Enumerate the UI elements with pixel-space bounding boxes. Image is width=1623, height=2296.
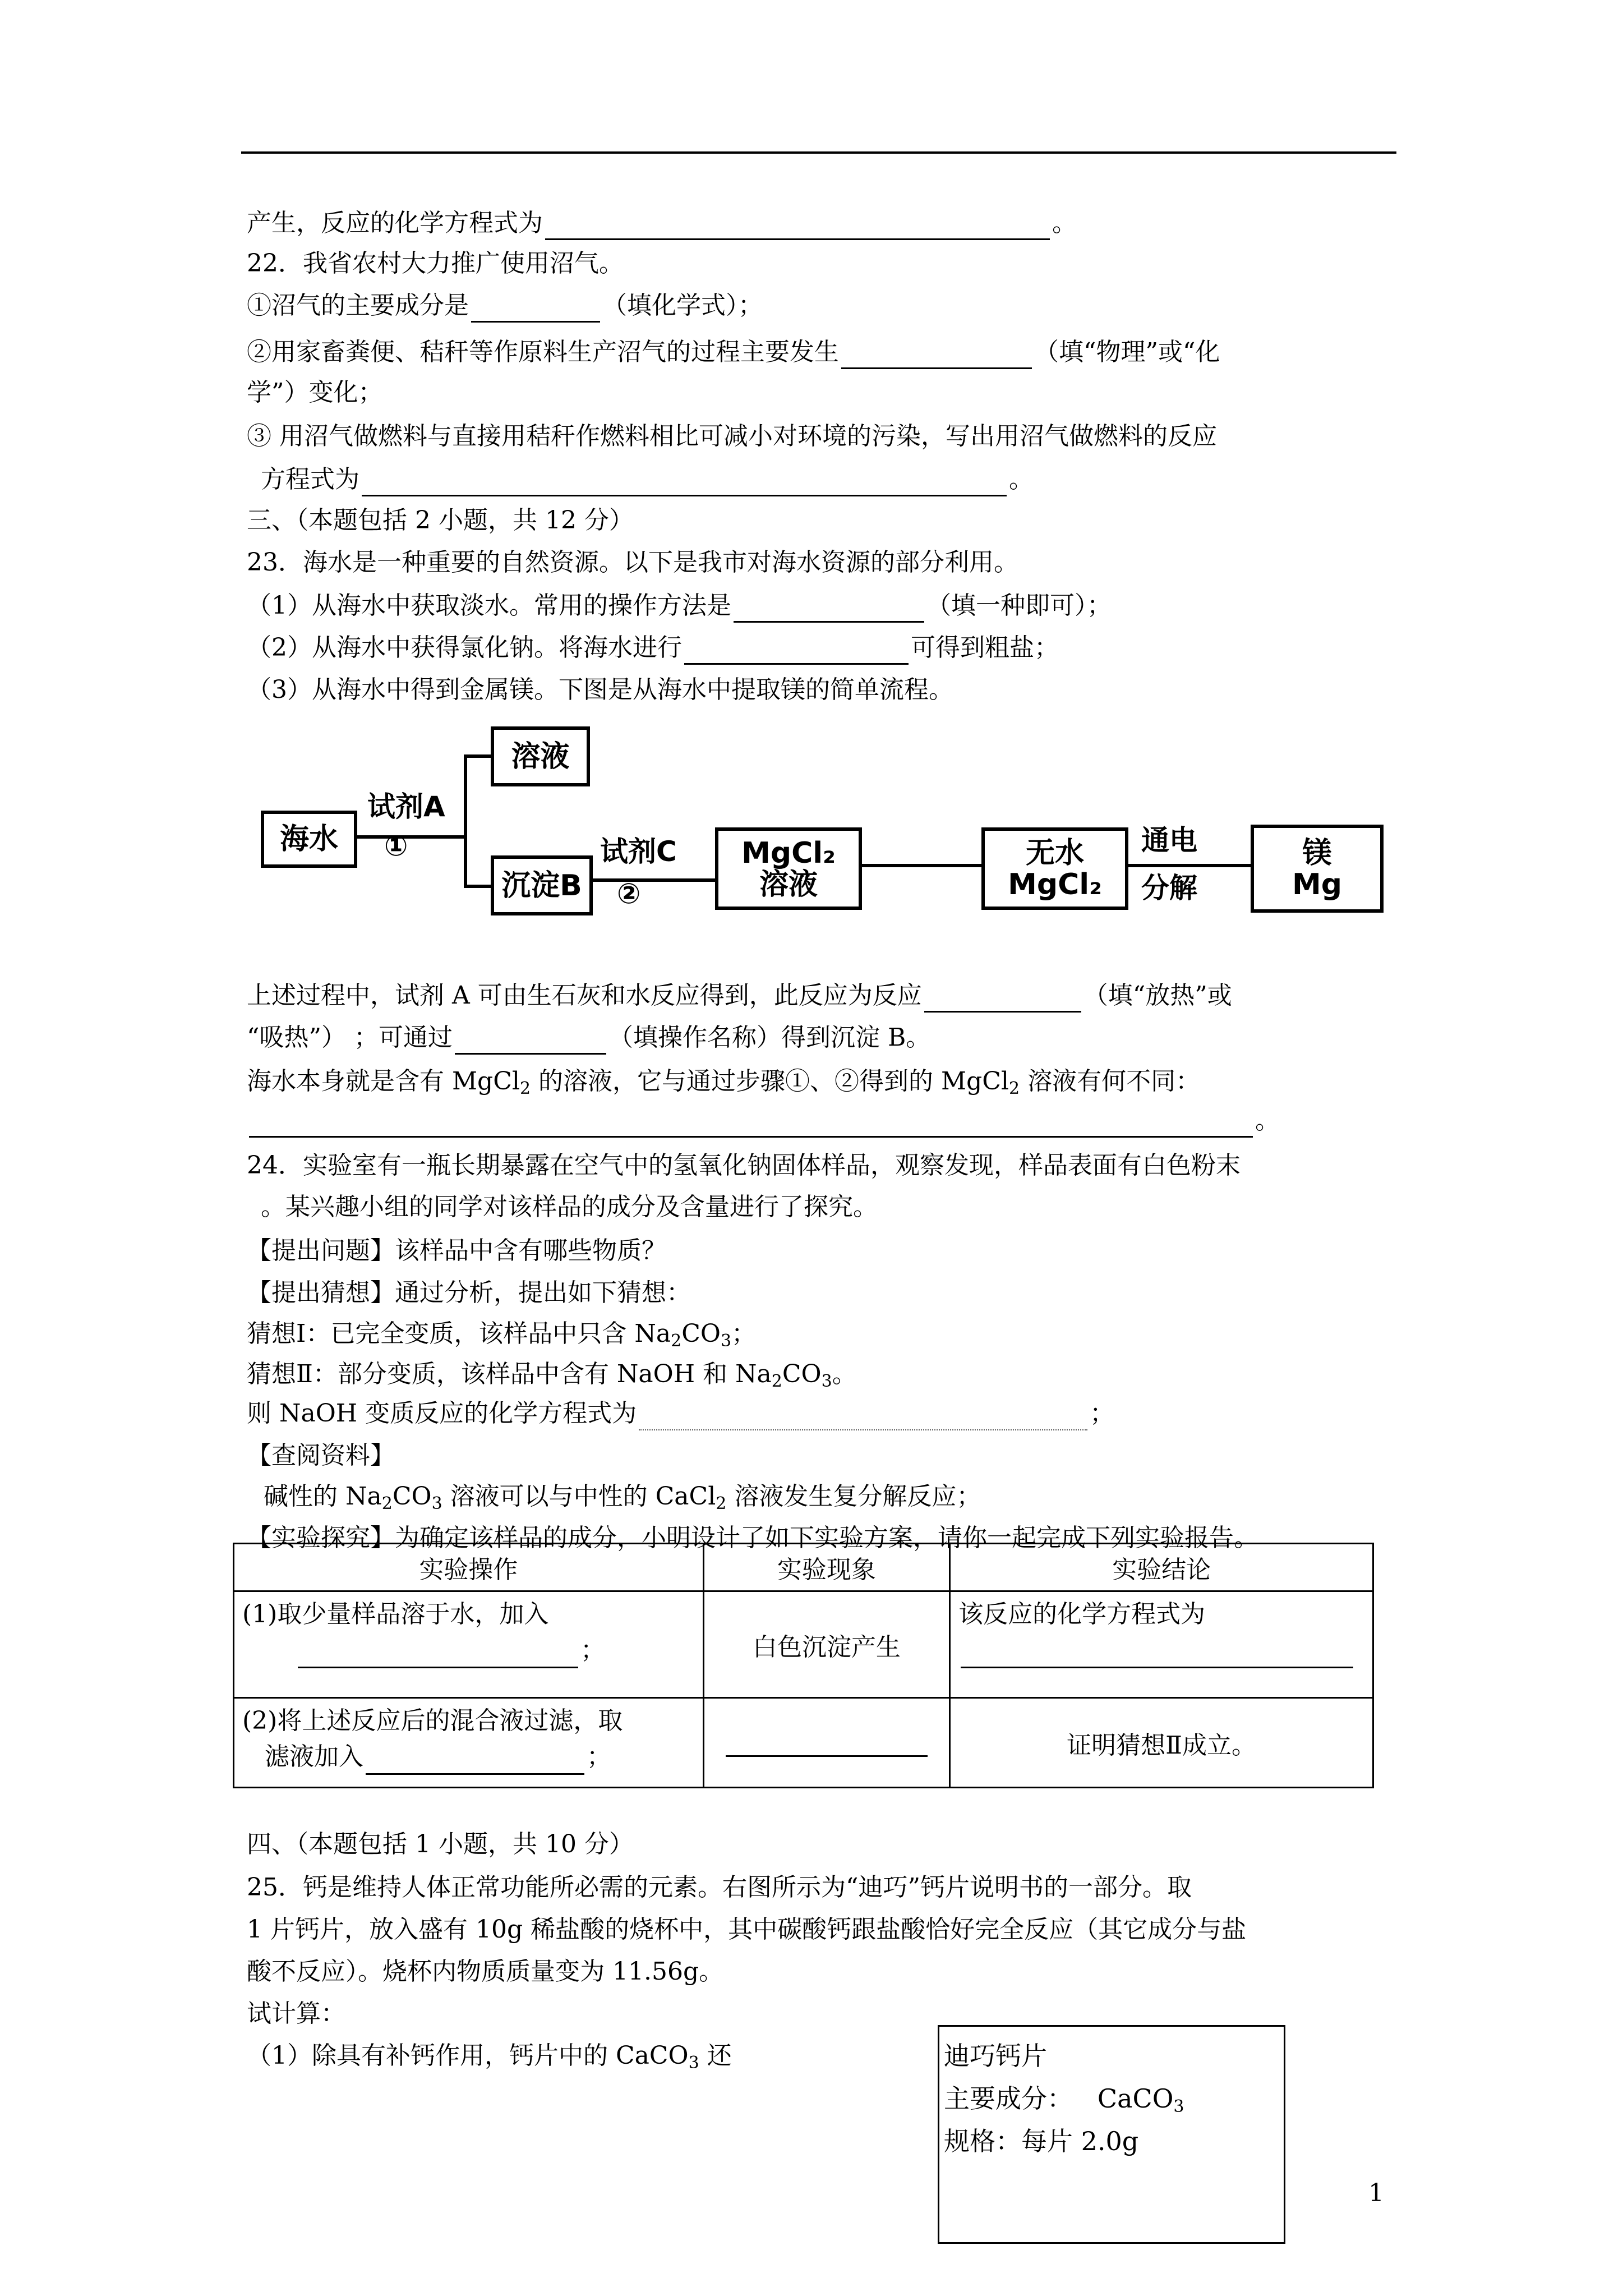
label-step-2: ② xyxy=(617,877,641,910)
answer-blank[interactable] xyxy=(249,1111,1253,1138)
section-3-heading: 三、（本题包括 2 小题，共 12 分） xyxy=(247,506,634,535)
label-reagent-a: 试剂A xyxy=(367,790,445,823)
q25-line-3: 酸不反应）。烧杯内物质质量变为 11.56g。 xyxy=(247,1957,724,1986)
q24-reference-1: 碱性的 $Na_2CO_3$ 溶液可以与中性的 CaCl$_2$ 溶液发生复分解反应； xyxy=(264,1482,981,1513)
answer-blank[interactable] xyxy=(366,1749,584,1775)
header-conclusion: 实验结论 xyxy=(950,1544,1373,1591)
label-electrolysis: 通电 xyxy=(1141,824,1197,857)
q22-2 xyxy=(247,335,1220,369)
text: （填“物理”或“化 xyxy=(1034,338,1220,366)
connector xyxy=(464,754,467,886)
connector xyxy=(589,878,716,882)
text: ②用家畜粪便、秸秆等作原料生产沼气的过程主要发生 xyxy=(247,338,839,366)
text: 产生，反应的化学方程式为 xyxy=(247,209,543,237)
label-name: 迪巧钙片 xyxy=(944,2041,1047,2071)
section-4-heading: 四、（本题包括 1 小题，共 10 分） xyxy=(247,1830,634,1858)
answer-blank[interactable] xyxy=(545,214,1050,240)
q24-title: 24．实验室有一瓶长期暴露在空气中的氢氧化钠固体样品，观察发现，样品表面有白色粉末 xyxy=(247,1151,1241,1180)
label-ingredient: 主要成分： CaCO$_3$ xyxy=(944,2083,1184,2116)
q22-2b: 学”）变化； xyxy=(247,378,383,407)
header-operation: 实验操作 xyxy=(234,1544,704,1591)
q24-equation xyxy=(247,1397,1114,1430)
box-anhydrous-mgcl2: 无水 MgCl₂ xyxy=(981,827,1128,910)
text: （填一种即可）； xyxy=(926,591,1112,620)
q23-after-3 xyxy=(247,1065,1200,1098)
cell-operation: (1)取少量样品溶于水，加入 ； xyxy=(234,1591,704,1698)
answer-blank[interactable] xyxy=(961,1642,1353,1668)
label-step-1: ① xyxy=(384,830,408,862)
answer-blank[interactable] xyxy=(362,470,1007,496)
table-row xyxy=(234,1698,1373,1788)
q23-3: （3）从海水中得到金属镁。下图是从海水中提取镁的简单流程。 xyxy=(247,675,953,704)
text: （填操作名称）得到沉淀 B。 xyxy=(608,1023,931,1052)
q23-2 xyxy=(247,631,1059,665)
answer-blank[interactable] xyxy=(298,1642,578,1668)
subscript: 2 xyxy=(519,1079,531,1098)
q25-line-2: 1 片钙片，放入盛有 10g 稀盐酸的烧杯中，其中碳酸钙跟盐酸恰好完全反应（其它成分与盐 xyxy=(247,1915,1247,1944)
text: (1)取少量样品溶于水，加入 xyxy=(242,1600,549,1628)
q22-title: 22．我省农村大力推广使用沼气。 xyxy=(247,249,624,278)
answer-blank[interactable] xyxy=(726,1731,928,1757)
connector xyxy=(1125,864,1251,867)
text: ①沼气的主要成分是 xyxy=(247,291,469,320)
connector xyxy=(859,864,982,867)
text: 。 xyxy=(1255,1106,1280,1135)
q24-hypothesis: 【提出猜想】通过分析，提出如下猜想： xyxy=(247,1278,691,1307)
box-magnesium: 镁 Mg xyxy=(1251,825,1384,913)
cell-phenomenon: 白色沉淀产生 xyxy=(703,1591,950,1698)
q22-3: ③ 用沼气做燃料与直接用秸秆作燃料相比可减小对环境的污染，写出用沼气做燃料的反应 xyxy=(247,422,1217,450)
q23-title: 23．海水是一种重要的自然资源。以下是我市对海水资源的部分利用。 xyxy=(247,548,1018,577)
header-rule xyxy=(241,151,1396,154)
q25-line-1: 25．钙是维持人体正常功能所必需的元素。右图所示为“迪巧”钙片说明书的一部分。取 xyxy=(247,1873,1192,1902)
text: (2)将上述反应后的混合液过滤，取 xyxy=(242,1706,623,1735)
q24-reference-heading: 【查阅资料】 xyxy=(247,1441,395,1470)
answer-blank[interactable] xyxy=(841,343,1032,369)
q24-hypothesis-1: 猜想Ⅰ：已完全变质，该样品中只含 $Na_2CO_3$； xyxy=(247,1319,757,1351)
page-number: 1 xyxy=(1368,2179,1384,2207)
table-header-row xyxy=(234,1544,1373,1591)
q22-3b xyxy=(261,463,1034,496)
text: （1）从海水中获取淡水。常用的操作方法是 xyxy=(247,591,731,620)
cell-conclusion xyxy=(950,1591,1373,1698)
label-reagent-c: 试剂C xyxy=(600,835,677,868)
q22-1 xyxy=(247,289,763,323)
box-solution: 溶液 xyxy=(491,726,590,786)
text: 方程式为 xyxy=(261,465,359,494)
arrow-to-precipitate xyxy=(464,885,491,888)
q23-1 xyxy=(247,589,1112,623)
answer-blank[interactable] xyxy=(455,1028,606,1055)
text: 该反应的化学方程式为 xyxy=(958,1600,1206,1628)
cell-operation: (2)将上述反应后的混合液过滤，取 滤液加入 ； xyxy=(234,1698,704,1788)
answer-blank[interactable] xyxy=(734,596,924,623)
q23-after-1 xyxy=(247,979,1232,1013)
text: 的溶液，它与通过步骤①、②得到的 MgCl xyxy=(531,1067,1009,1096)
table-row xyxy=(234,1591,1373,1698)
subscript: 2 xyxy=(1008,1079,1020,1098)
q23-after-2 xyxy=(247,1021,930,1055)
text: 则 NaOH 变质反应的化学方程式为 xyxy=(247,1399,637,1428)
box-precipitate-b: 沉淀B xyxy=(491,855,593,915)
label-spec: 规格：每片 2.0g xyxy=(944,2126,1139,2156)
q24-experiment: 【实验探究】为确定该样品的成分，小明设计了如下实验方案，请你一起完成下列实验报告。 xyxy=(247,1524,1258,1552)
connector xyxy=(354,835,466,839)
q23-after-4 xyxy=(247,1104,1280,1138)
q24-hypothesis-2: 猜想Ⅱ：部分变质，该样品中含有 NaOH 和 $Na_2CO_3$。 xyxy=(247,1360,857,1391)
answer-blank[interactable] xyxy=(924,986,1081,1013)
answer-blank[interactable] xyxy=(684,638,909,665)
label-decompose: 分解 xyxy=(1141,872,1197,904)
q24-title-2: 。某兴趣小组的同学对该样品的成分及含量进行了探究。 xyxy=(261,1193,878,1221)
answer-blank[interactable] xyxy=(471,296,600,323)
text: 溶液有何不同： xyxy=(1020,1067,1201,1096)
answer-blank[interactable] xyxy=(639,1405,1087,1430)
experiment-table xyxy=(233,1543,1374,1788)
text: （2）从海水中获得氯化钠。将海水进行 xyxy=(247,633,682,662)
q25-line-5: （1）除具有补钙作用，钙片中的 CaCO$_3$ 还 xyxy=(247,2041,732,2073)
box-seawater: 海水 xyxy=(261,811,357,868)
text: 海水本身就是含有 MgCl xyxy=(247,1067,520,1096)
box-mgcl2-solution: MgCl₂ 溶液 xyxy=(715,827,862,910)
calcium-tablet-label xyxy=(938,2025,1285,2244)
q25-line-4: 试计算： xyxy=(247,1999,345,2028)
text: 可得到粗盐； xyxy=(911,633,1059,662)
line-equation-prompt xyxy=(247,206,1077,240)
text: 。 xyxy=(1052,209,1077,237)
text: 上述过程中，试剂 A 可由生石灰和水反应得到，此反应为反应 xyxy=(247,981,922,1010)
q24-question: 【提出问题】该样品中含有哪些物质？ xyxy=(247,1236,666,1265)
text: （填化学式）； xyxy=(602,291,763,320)
header-phenomenon: 实验现象 xyxy=(703,1544,950,1591)
text: ； xyxy=(1090,1399,1115,1428)
text: 。 xyxy=(1009,465,1034,494)
text: “吸热”） ；可通过 xyxy=(247,1023,453,1052)
cell-conclusion: 证明猜想Ⅱ成立。 xyxy=(950,1698,1373,1788)
cell-phenomenon xyxy=(703,1698,950,1788)
text: （填“放热”或 xyxy=(1083,981,1232,1010)
arrow-to-solution xyxy=(464,754,491,758)
